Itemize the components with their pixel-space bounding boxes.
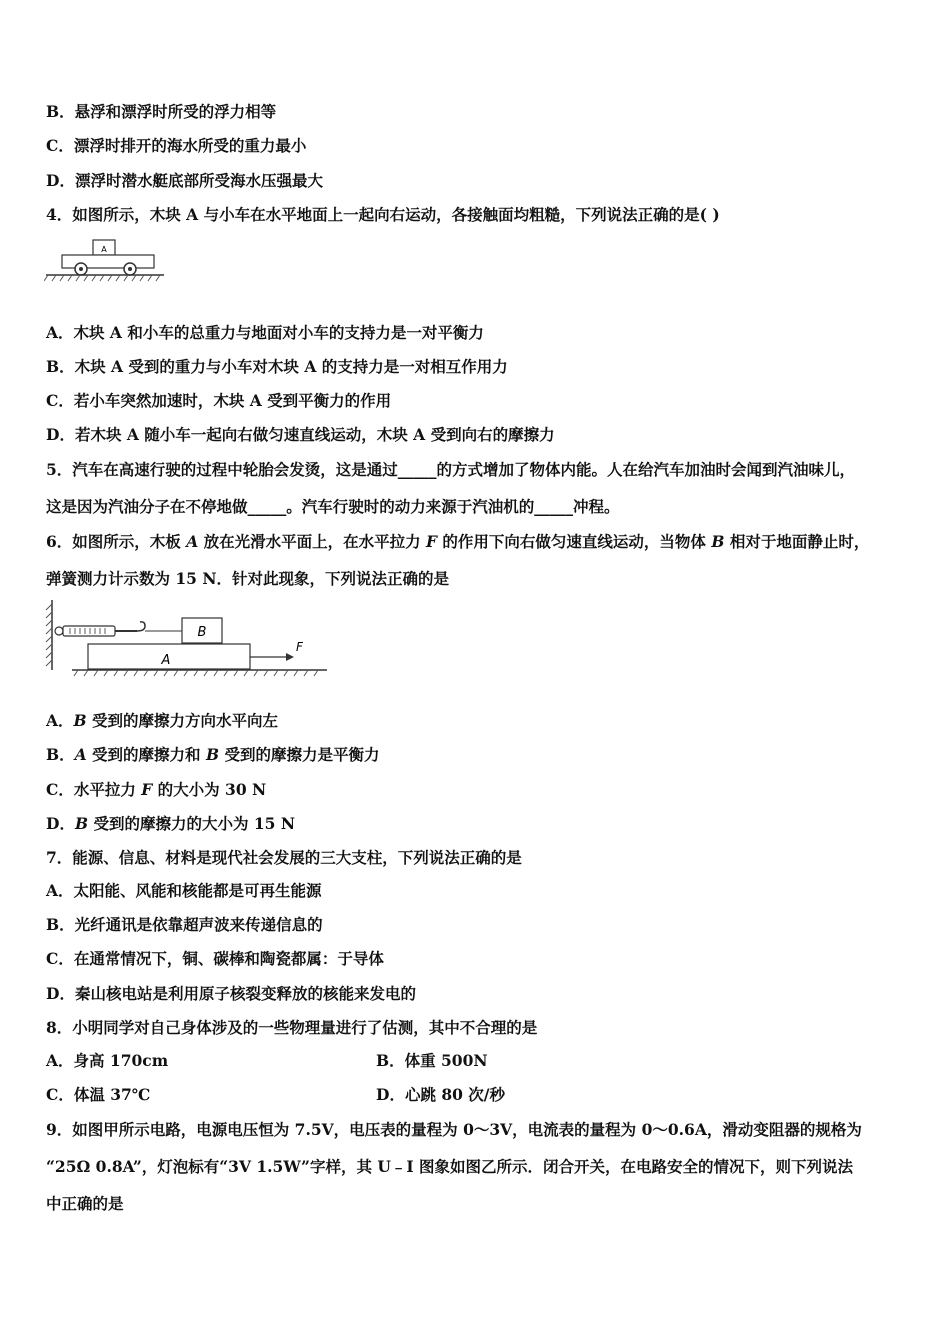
board-a-label: A (161, 653, 171, 668)
q7-stem: 7．能源、信息、材料是现代社会发展的三大支柱，下列说法正确的是 (46, 848, 522, 867)
q8-option-a: A．身高 170cm (46, 1051, 169, 1070)
q6-option-c: C．水平拉力 F 的大小为 30 N (46, 780, 267, 799)
ground-hatching (74, 670, 318, 676)
q4-stem: 4．如图所示，木块 A 与小车在水平地面上一起向右运动，各接触面均粗糙，下列说法正确的是( ) (46, 205, 720, 224)
q4-option-a: A．木块 A 和小车的总重力与地面对小车的支持力是一对平衡力 (46, 323, 484, 342)
q6-option-b: B．A 受到的摩擦力和 B 受到的摩擦力是平衡力 (46, 745, 380, 764)
wall-hatching (46, 604, 52, 666)
q8-stem: 8．小明同学对自己身体涉及的一些物理量进行了估测，其中不合理的是 (46, 1018, 538, 1037)
q6-stem-line-2: 弹簧测力计示数为 15 N．针对此现象，下列说法正确的是 (46, 569, 450, 588)
q6-stem-line-1: 6．如图所示，木板 A 放在光滑水平面上，在水平拉力 F 的作用下向右做匀速直线运动，当物体 B 相对于地面静止时， (46, 532, 870, 551)
q9-stem-line-2: “25Ω 0.8A”，灯泡标有“3V 1.5W”字样，其 U﹣I 图象如图乙所示．闭合开关，在电路安全的情况下，则下列说法 (46, 1157, 854, 1176)
spring-scale (55, 622, 182, 636)
q4-option-b: B．木块 A 受到的重力与小车对木块 A 的支持力是一对相互作用力 (46, 357, 508, 376)
ground-hatching (44, 275, 160, 281)
q6-spring-figure (42, 598, 332, 680)
force-label: F (296, 640, 303, 654)
q7-option-c: C．在通常情况下，铜、碳棒和陶瓷都属：于导体 (46, 949, 384, 968)
q6-option-a: A．B 受到的摩擦力方向水平向左 (46, 711, 279, 730)
q9-stem-line-3: 中正确的是 (46, 1194, 124, 1213)
q4-option-d: D．若木块 A 随小车一起向右做匀速直线运动，木块 A 受到向右的摩擦力 (46, 425, 555, 444)
q7-option-b: B．光纤通讯是依靠超声波来传递信息的 (46, 915, 323, 934)
block-a-label: A (101, 245, 107, 254)
q3-option-c: C．漂浮时排开的海水所受的重力最小 (46, 136, 307, 155)
q4-option-c: C．若小车突然加速时，木块 A 受到平衡力的作用 (46, 391, 392, 410)
q8-option-c: C．体温 37℃ (46, 1085, 151, 1104)
q4-cart-figure (44, 236, 168, 284)
q7-option-d: D．秦山核电站是利用原子核裂变释放的核能来发电的 (46, 984, 416, 1003)
force-arrow-head (286, 653, 294, 661)
q7-option-a: A．太阳能、风能和核能都是可再生能源 (46, 881, 322, 900)
block-b-label: B (197, 625, 207, 640)
q3-option-b: B．悬浮和漂浮时所受的浮力相等 (46, 102, 277, 121)
q6-option-d: D．B 受到的摩擦力的大小为 15 N (46, 814, 295, 833)
q8-option-b: B．体重 500N (376, 1051, 488, 1070)
q8-option-d: D．心跳 80 次/秒 (376, 1085, 505, 1104)
q3-option-d: D．漂浮时潜水艇底部所受海水压强最大 (46, 171, 323, 190)
q5-line-1: 5．汽车在高速行驶的过程中轮胎会发烫，这是通过_____的方式增加了物体内能。人在给汽车加油时会闻到汽油味儿， (46, 460, 856, 479)
q5-line-2: 这是因为汽油分子在不停地做_____。汽车行驶时的动力来源于汽油机的_____冲程。 (46, 497, 620, 516)
q9-stem-line-1: 9．如图甲所示电路，电源电压恒为 7.5V，电压表的量程为 0～3V，电流表的量程为 0～0.6A，滑动变阻器的规格为 (46, 1120, 862, 1139)
